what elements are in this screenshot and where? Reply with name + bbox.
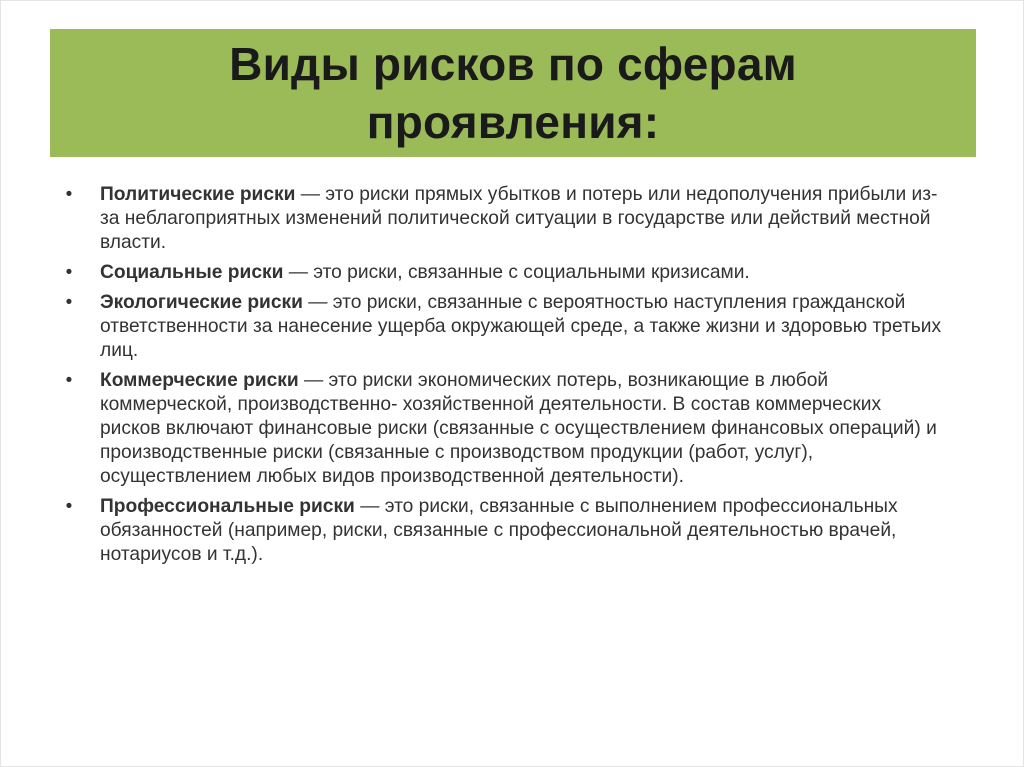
bullet-icon: • [65,292,73,313]
risk-types-list [63,183,943,573]
list-item-social-risks [63,261,943,285]
term-commercial-risks: Коммерческие риски [100,370,299,391]
bullet-icon: • [65,184,73,205]
list-item-professional-risks [63,495,943,567]
list-item-political-risks [63,183,943,255]
list-item-commercial-risks [63,369,943,489]
term-political-risks: Политические риски [100,184,296,205]
title-bar [50,29,976,157]
definition-professional-risks: — это риски, связанные с выполнением профессиональных обязанностей (например, риски, связанные с профессиональной деятельностью врачей, нотариусов и т.д.). [100,496,898,565]
term-ecological-risks: Экологические риски [100,292,303,313]
definition-political-risks: — это риски прямых убытков и потерь или недополучения прибыли из-за неблагоприятных изменений политической ситуации в государстве или действий местной власти. [100,184,938,253]
slide-title: Виды рисков по сферам проявления: [229,38,797,148]
term-social-risks: Социальные риски [100,262,284,283]
bullet-icon: • [65,262,73,283]
definition-social-risks: — это риски, связанные с социальными кризисами. [283,262,750,283]
term-professional-risks: Профессиональные риски [100,496,355,517]
definition-ecological-risks: — это риски, связанные с вероятностью наступления гражданской ответственности за нанесение ущерба окружающей среде, а также жизни и здоровью третьих лиц. [100,292,942,361]
bullet-icon: • [65,370,73,391]
list-item-ecological-risks [63,291,943,363]
bullet-icon: • [65,496,73,517]
definition-commercial-risks: — это риски экономических потерь, возникающие в любой коммерческой, производственно- хозяйственной деятельности. В состав коммерческих рисков включают финансовые риски (связанные с осуществлением финансовых операций) и производственные риски (связанные с производством продукции (работ, услуг), осуществлением любых видов производственной деятельности). [100,370,937,487]
